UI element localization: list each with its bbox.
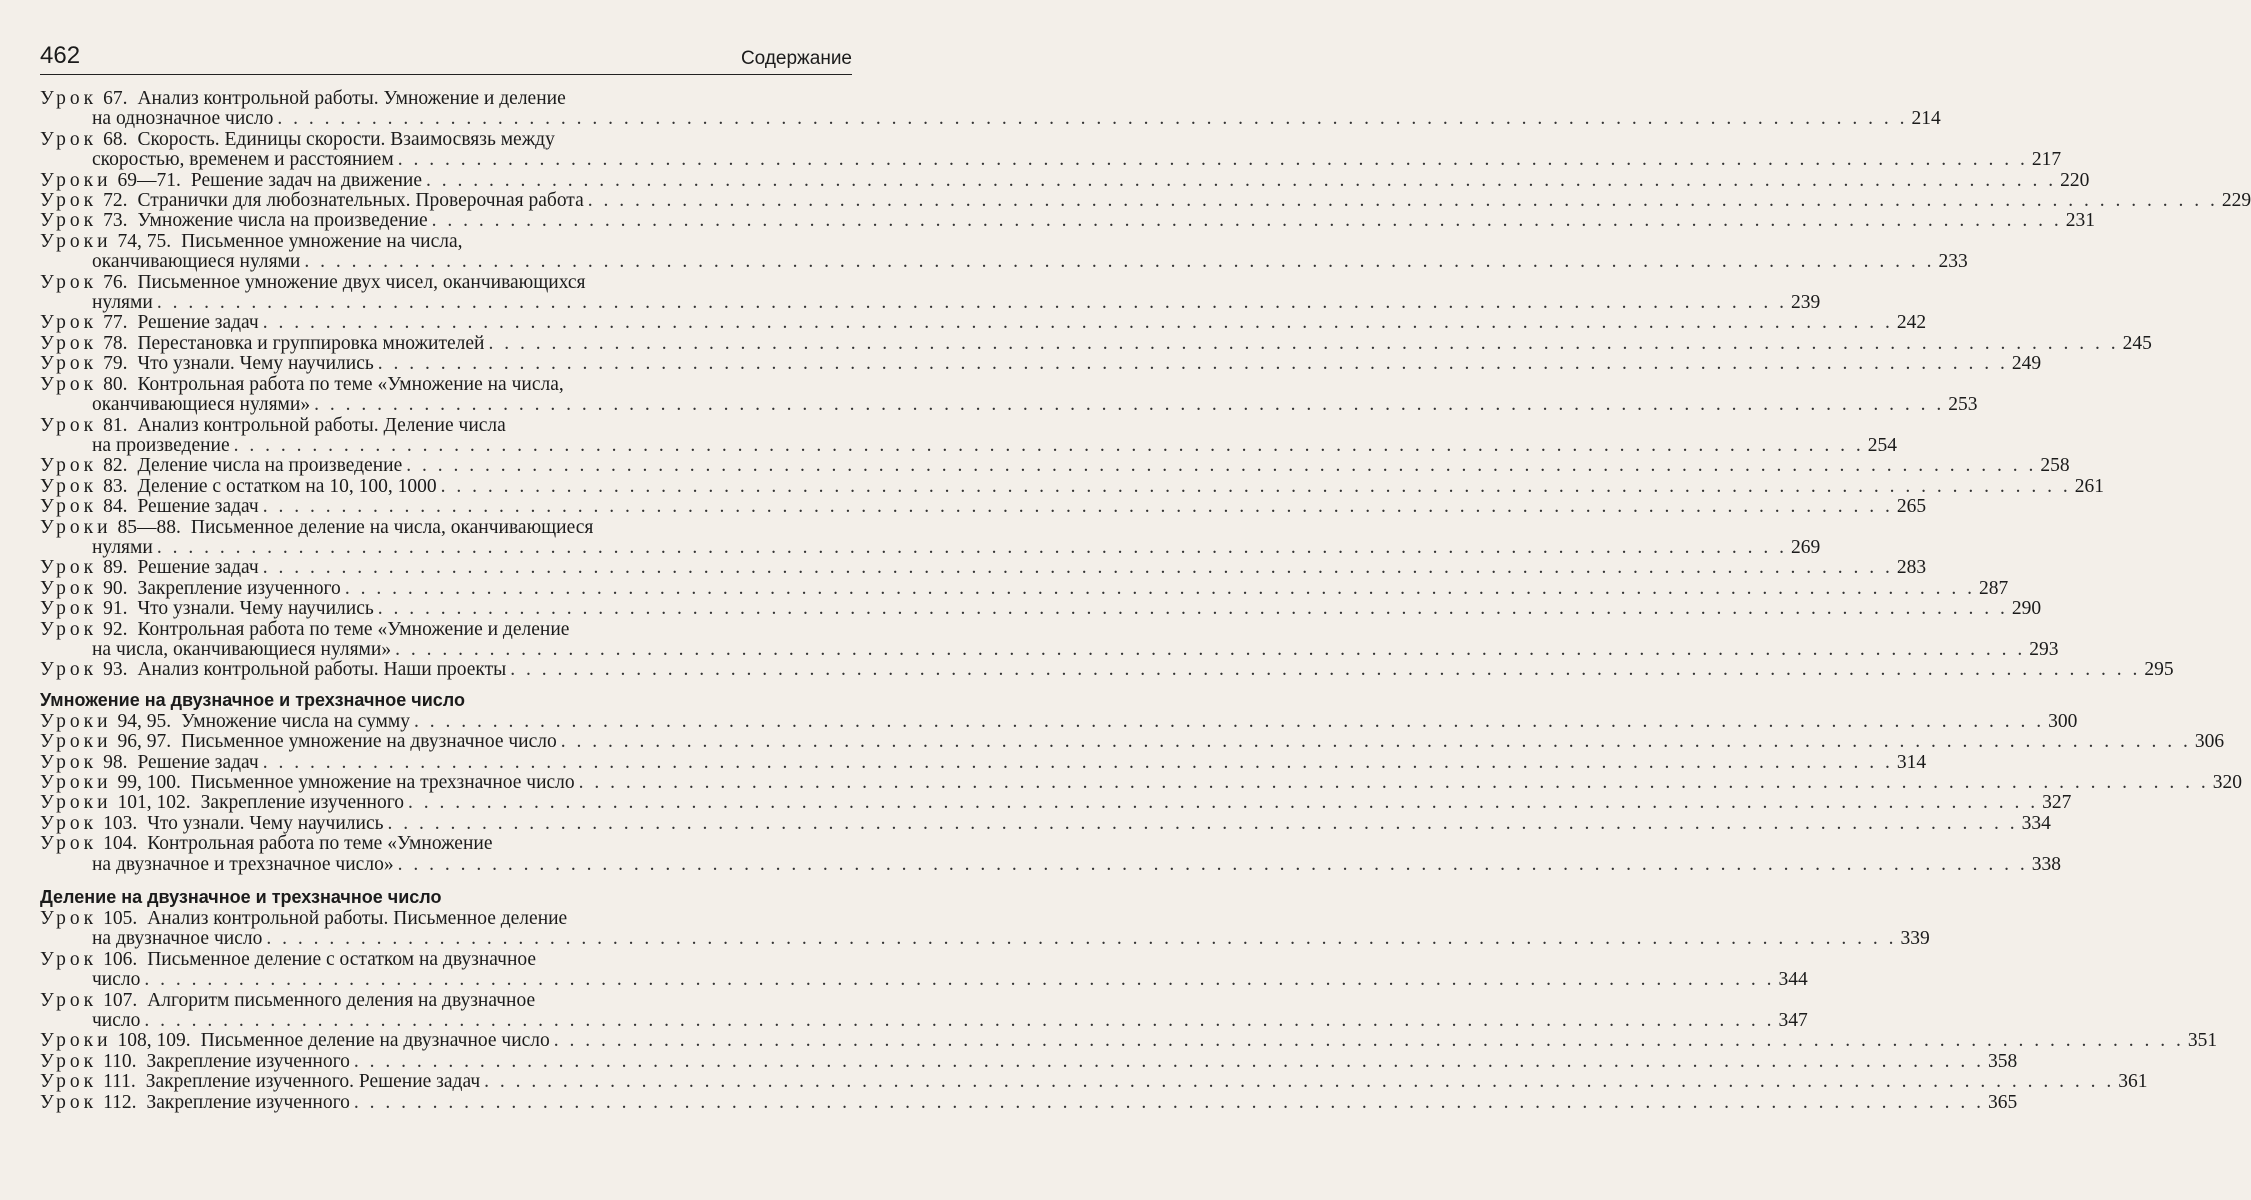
lesson-title: на двузначное и трехзначное число» <box>92 853 394 875</box>
lesson-number: 106. <box>103 948 138 970</box>
page-reference: 249 <box>2011 353 2042 375</box>
lesson-number: 99, 100. <box>117 772 181 793</box>
toc-entry[interactable] <box>40 731 2225 753</box>
dot-leader: . . . . . . . . . . . . . . . . . . . . . . . . . . . . . . . . . . . . . . . . . . . . . . . . . . . . . . . . . . . . . . . . . . . . . . . . . . . . . . . . . . . . . . . . . . . . . . . . . . . . . . . . <box>414 710 2045 732</box>
dot-leader: . . . . . . . . . . . . . . . . . . . . . . . . . . . . . . . . . . . . . . . . . . . . . . . . . . . . . . . . . . . . . . . . . . . . . . . . . . . . . . . . . . . . . . . . . . . . . . . . . . . . . . . . <box>387 812 2018 834</box>
dot-leader: . . . . . . . . . . . . . . . . . . . . . . . . . . . . . . . . . . . . . . . . . . . . . . . . . . . . . . . . . . . . . . . . . . . . . . . . . . . . . . . . . . . . . . . . . . . . . . . . . . . . . . . . <box>440 475 2071 497</box>
dot-leader: . . . . . . . . . . . . . . . . . . . . . . . . . . . . . . . . . . . . . . . . . . . . . . . . . . . . . . . . . . . . . . . . . . . . . . . . . . . . . . . . . . . . . . . . . . . . . . . . . . . . . . . . <box>488 332 2119 354</box>
lesson-keyword: Уроки <box>40 169 112 191</box>
dot-leader: . . . . . . . . . . . . . . . . . . . . . . . . . . . . . . . . . . . . . . . . . . . . . . . . . . . . . . . . . . . . . . . . . . . . . . . . . . . . . . . . . . . . . . . . . . . . . . . . . . . . . . . . <box>377 598 2008 620</box>
lesson-number: 101, 102. <box>117 792 191 814</box>
dot-leader: . . . . . . . . . . . . . . . . . . . . . . . . . . . . . . . . . . . . . . . . . . . . . . . . . . . . . . . . . . . . . . . . . . . . . . . . . . . . . . . . . . . . . . . . . . . . . . . . . . . . . . . . <box>277 108 1908 130</box>
lesson-number: 67. <box>103 88 128 109</box>
lesson-number: 111. <box>103 1071 136 1093</box>
lesson-title: Контрольная работа по теме «Умножение <box>147 833 493 855</box>
lesson-number: 72. <box>103 190 128 212</box>
lesson-title: нулями <box>92 292 153 314</box>
page-reference: 265 <box>1896 496 1927 518</box>
lesson-title: Контрольная работа по теме «Умножение и деление <box>137 618 570 640</box>
page-reference: 351 <box>2187 1030 2218 1052</box>
lesson-number: 94, 95. <box>117 710 172 732</box>
page-header <box>40 44 852 75</box>
toc-entry[interactable] <box>40 455 2070 477</box>
lesson-keyword: Урок <box>40 128 98 150</box>
lesson-number: 105. <box>103 908 138 930</box>
toc-entry[interactable] <box>40 210 2096 232</box>
table-of-contents <box>40 88 2251 1113</box>
lesson-number: 69—71. <box>117 169 181 191</box>
lesson-title: Решение задач <box>137 557 259 579</box>
page-reference: 287 <box>1978 577 2009 599</box>
dot-leader: . . . . . . . . . . . . . . . . . . . . . . . . . . . . . . . . . . . . . . . . . . . . . . . . . . . . . . . . . . . . . . . . . . . . . . . . . . . . . . . . . . . . . . . . . . . . . . . . . . . . . . . . <box>262 751 1893 773</box>
lesson-number: 91. <box>103 598 128 620</box>
dot-leader: . . . . . . . . . . . . . . . . . . . . . . . . . . . . . . . . . . . . . . . . . . . . . . . . . . . . . . . . . . . . . . . . . . . . . . . . . . . . . . . . . . . . . . . . . . . . . . . . . . . . . . . . <box>266 928 1897 950</box>
lesson-number: 96, 97. <box>117 731 172 753</box>
page-reference: 344 <box>1778 969 1808 991</box>
dot-leader: . . . . . . . . . . . . . . . . . . . . . . . . . . . . . . . . . . . . . . . . . . . . . . . . . . . . . . . . . . . . . . . . . . . . . . . . . . . . . . . . . . . . . . . . . . . . . . . . . . . . . . . . <box>344 577 1975 599</box>
dot-leader: . . . . . . . . . . . . . . . . . . . . . . . . . . . . . . . . . . . . . . . . . . . . . . . . . . . . . . . . . . . . . . . . . . . . . . . . . . . . . . . . . . . . . . . . . . . . . . . . . . . . . . . . <box>304 251 1935 273</box>
toc-entry[interactable] <box>40 1091 2018 1113</box>
lesson-title: Закрепление изученного <box>200 792 404 814</box>
page-reference: 338 <box>2031 853 2061 875</box>
lesson-keyword: Урок <box>40 751 98 773</box>
toc-entry[interactable] <box>40 772 2243 793</box>
lesson-keyword: Урок <box>40 833 98 855</box>
lesson-keyword: Урок <box>40 210 98 232</box>
lesson-title: на произведение <box>92 434 230 456</box>
lesson-title: на двузначное число <box>92 928 263 950</box>
toc-entry[interactable] <box>40 1050 2018 1072</box>
lesson-number: 98. <box>103 751 128 773</box>
lesson-title: Решение задач <box>137 312 259 334</box>
lesson-title: Решение задач на движение <box>190 169 422 191</box>
toc-entry[interactable] <box>40 618 2059 661</box>
dot-leader: . . . . . . . . . . . . . . . . . . . . . . . . . . . . . . . . . . . . . . . . . . . . . . . . . . . . . . . . . . . . . . . . . . . . . . . . . . . . . . . . . . . . . . . . . . . . . . . . . . . . . . . . <box>553 1030 2184 1052</box>
lesson-keyword: Уроки <box>40 516 112 538</box>
lesson-keyword: Урок <box>40 948 98 970</box>
lesson-keyword: Урок <box>40 908 98 930</box>
lesson-title: Перестановка и группировка множителей <box>137 332 485 354</box>
dot-leader: . . . . . . . . . . . . . . . . . . . . . . . . . . . . . . . . . . . . . . . . . . . . . . . . . . . . . . . . . . . . . . . . . . . . . . . . . . . . . . . . . . . . . . . . . . . . . . . . . . . . . . . . <box>353 1050 1984 1072</box>
page-reference: 229 <box>2221 190 2251 212</box>
lesson-number: 90. <box>103 577 128 599</box>
lesson-title: Деление с остатком на 10, 100, 1000 <box>137 475 437 497</box>
page-number: 462 <box>40 42 81 69</box>
section-heading: Умножение на двузначное и трехзначное число <box>40 689 465 710</box>
dot-leader: . . . . . . . . . . . . . . . . . . . . . . . . . . . . . . . . . . . . . . . . . . . . . . . . . . . . . . . . . . . . . . . . . . . . . . . . . . . . . . . . . . . . . . . . . . . . . . . . . . . . . . . . <box>314 394 1945 416</box>
lesson-number: 107. <box>103 989 138 1011</box>
dot-leader: . . . . . . . . . . . . . . . . . . . . . . . . . . . . . . . . . . . . . . . . . . . . . . . . . . . . . . . . . . . . . . . . . . . . . . . . . . . . . . . . . . . . . . . . . . . . . . . . . . . . . . . . <box>408 792 2039 814</box>
lesson-number: 77. <box>103 312 128 334</box>
dot-leader: . . . . . . . . . . . . . . . . . . . . . . . . . . . . . . . . . . . . . . . . . . . . . . . . . . . . . . . . . . . . . . . . . . . . . . . . . . . . . . . . . . . . . . . . . . . . . . . . . . . . . . . . <box>397 853 2028 875</box>
lesson-number: 74, 75. <box>117 230 172 252</box>
toc-entry[interactable] <box>40 332 2152 354</box>
lesson-title: Письменное деление на двузначное число <box>200 1030 550 1052</box>
lesson-keyword: Урок <box>40 1071 98 1093</box>
dot-leader: . . . . . . . . . . . . . . . . . . . . . . . . . . . . . . . . . . . . . . . . . . . . . . . . . . . . . . . . . . . . . . . . . . . . . . . . . . . . . . . . . . . . . . . . . . . . . . . . . . . . . . . . <box>510 659 2141 681</box>
page-reference: 320 <box>2212 772 2243 793</box>
dot-leader: . . . . . . . . . . . . . . . . . . . . . . . . . . . . . . . . . . . . . . . . . . . . . . . . . . . . . . . . . . . . . . . . . . . . . . . . . . . . . . . . . . . . . . . . . . . . . . . . . . . . . . . . <box>484 1071 2115 1093</box>
lesson-title: Контрольная работа по теме «Умножение на числа, <box>137 373 564 395</box>
lesson-title: Странички для любознательных. Проверочная работа <box>137 190 584 212</box>
dot-leader: . . . . . . . . . . . . . . . . . . . . . . . . . . . . . . . . . . . . . . . . . . . . . . . . . . . . . . . . . . . . . . . . . . . . . . . . . . . . . . . . . . . . . . . . . . . . . . . . . . . . . . . . <box>431 210 2062 232</box>
dot-leader: . . . . . . . . . . . . . . . . . . . . . . . . . . . . . . . . . . . . . . . . . . . . . . . . . . . . . . . . . . . . . . . . . . . . . . . . . . . . . . . . . . . . . . . . . . . . . . . . . . . . . . . . <box>262 496 1893 518</box>
page-reference: 258 <box>2040 455 2070 477</box>
toc-entry[interactable] <box>40 598 2042 620</box>
toc-entry[interactable] <box>40 659 2174 681</box>
lesson-keyword: Урок <box>40 455 98 477</box>
lesson-title: Анализ контрольной работы. Письменное деление <box>147 908 568 930</box>
dot-leader: . . . . . . . . . . . . . . . . . . . . . . . . . . . . . . . . . . . . . . . . . . . . . . . . . . . . . . . . . . . . . . . . . . . . . . . . . . . . . . . . . . . . . . . . . . . . . . . . . . . . . . . . <box>578 772 2209 793</box>
lesson-title: Решение задач <box>137 496 259 518</box>
page-reference: 290 <box>2011 598 2042 620</box>
toc-entry[interactable] <box>40 792 2072 814</box>
toc-entry[interactable] <box>40 812 2051 834</box>
running-title: Содержание <box>740 48 852 69</box>
lesson-keyword: Урок <box>40 88 98 109</box>
page-reference: 254 <box>1867 434 1898 456</box>
lesson-title: Деление числа на произведение <box>137 455 403 477</box>
lesson-keyword: Урок <box>40 1050 98 1072</box>
lesson-keyword: Уроки <box>40 710 112 732</box>
lesson-title: Анализ контрольной работы. Наши проекты <box>137 659 507 681</box>
lesson-title: нулями <box>92 536 153 558</box>
toc-entry[interactable] <box>40 169 2090 191</box>
lesson-number: 82. <box>103 455 128 477</box>
lesson-number: 73. <box>103 210 128 232</box>
lesson-title: скоростью, временем и расстоянием <box>92 149 394 171</box>
lesson-number: 104. <box>103 833 138 855</box>
toc-entry[interactable] <box>40 88 1941 130</box>
dot-leader: . . . . . . . . . . . . . . . . . . . . . . . . . . . . . . . . . . . . . . . . . . . . . . . . . . . . . . . . . . . . . . . . . . . . . . . . . . . . . . . . . . . . . . . . . . . . . . . . . . . . . . . . <box>377 353 2008 375</box>
lesson-title: Умножение числа на сумму <box>181 710 410 732</box>
lesson-title: Умножение числа на произведение <box>137 210 428 232</box>
page-reference: 283 <box>1896 557 1927 579</box>
lesson-keyword: Урок <box>40 373 98 395</box>
lesson-number: 93. <box>103 659 128 681</box>
lesson-number: 85—88. <box>117 516 181 538</box>
dot-leader: . . . . . . . . . . . . . . . . . . . . . . . . . . . . . . . . . . . . . . . . . . . . . . . . . . . . . . . . . . . . . . . . . . . . . . . . . . . . . . . . . . . . . . . . . . . . . . . . . . . . . . . . <box>144 1010 1775 1032</box>
toc-entry[interactable] <box>40 1071 2148 1093</box>
lesson-title: Что узнали. Чему научились <box>137 598 374 620</box>
lesson-title: Что узнали. Чему научились <box>147 812 384 834</box>
lesson-keyword: Урок <box>40 557 98 579</box>
dot-leader: . . . . . . . . . . . . . . . . . . . . . . . . . . . . . . . . . . . . . . . . . . . . . . . . . . . . . . . . . . . . . . . . . . . . . . . . . . . . . . . . . . . . . . . . . . . . . . . . . . . . . . . . <box>233 434 1864 456</box>
toc-entry[interactable] <box>40 190 2251 212</box>
page-reference: 327 <box>2042 792 2072 814</box>
toc-entry[interactable] <box>40 710 2078 732</box>
page-reference: 245 <box>2122 332 2152 354</box>
lesson-keyword: Уроки <box>40 772 112 793</box>
lesson-keyword: Урок <box>40 989 98 1011</box>
toc-entry[interactable] <box>40 128 2062 171</box>
dot-leader: . . . . . . . . . . . . . . . . . . . . . . . . . . . . . . . . . . . . . . . . . . . . . . . . . . . . . . . . . . . . . . . . . . . . . . . . . . . . . . . . . . . . . . . . . . . . . . . . . . . . . . . . <box>587 190 2218 212</box>
lesson-keyword: Урок <box>40 332 98 354</box>
toc-entry[interactable] <box>40 271 1821 314</box>
toc-entry[interactable] <box>40 516 1821 559</box>
page-reference: 339 <box>1900 928 1930 950</box>
lesson-number: 103. <box>103 812 138 834</box>
dot-leader: . . . . . . . . . . . . . . . . . . . . . . . . . . . . . . . . . . . . . . . . . . . . . . . . . . . . . . . . . . . . . . . . . . . . . . . . . . . . . . . . . . . . . . . . . . . . . . . . . . . . . . . . <box>262 312 1893 334</box>
dot-leader: . . . . . . . . . . . . . . . . . . . . . . . . . . . . . . . . . . . . . . . . . . . . . . . . . . . . . . . . . . . . . . . . . . . . . . . . . . . . . . . . . . . . . . . . . . . . . . . . . . . . . . . . <box>406 455 2037 477</box>
toc-entry[interactable] <box>40 833 2061 875</box>
toc-entry[interactable] <box>40 577 2009 599</box>
lesson-number: 80. <box>103 373 128 395</box>
lesson-keyword: Урок <box>40 271 98 293</box>
lesson-keyword: Урок <box>40 618 98 640</box>
dot-leader: . . . . . . . . . . . . . . . . . . . . . . . . . . . . . . . . . . . . . . . . . . . . . . . . . . . . . . . . . . . . . . . . . . . . . . . . . . . . . . . . . . . . . . . . . . . . . . . . . . . . . . . . <box>425 169 2057 191</box>
page-reference: 295 <box>2144 659 2174 681</box>
lesson-title: Письменное умножение на трехзначное число <box>190 772 575 793</box>
page-reference: 242 <box>1896 312 1927 334</box>
toc-entry[interactable] <box>40 496 1927 518</box>
lesson-title: на однозначное число <box>92 108 274 130</box>
lesson-number: 79. <box>103 353 128 375</box>
lesson-number: 78. <box>103 332 128 354</box>
lesson-number: 76. <box>103 271 128 293</box>
lesson-title: Письменное деление с остатком на двузначное <box>147 948 537 970</box>
lesson-title: Анализ контрольной работы. Умножение и деление <box>137 88 566 109</box>
lesson-title: Решение задач <box>137 751 259 773</box>
page-reference: 347 <box>1778 1010 1808 1032</box>
lesson-keyword: Уроки <box>40 1030 112 1052</box>
lesson-title: оканчивающиеся нулями <box>92 251 301 273</box>
dot-leader: . . . . . . . . . . . . . . . . . . . . . . . . . . . . . . . . . . . . . . . . . . . . . . . . . . . . . . . . . . . . . . . . . . . . . . . . . . . . . . . . . . . . . . . . . . . . . . . . . . . . . . . . <box>156 536 1787 558</box>
lesson-title: Анализ контрольной работы. Деление числа <box>137 414 506 436</box>
page-reference: 220 <box>2060 169 2090 191</box>
toc-entry[interactable] <box>40 557 1927 579</box>
dot-leader: . . . . . . . . . . . . . . . . . . . . . . . . . . . . . . . . . . . . . . . . . . . . . . . . . . . . . . . . . . . . . . . . . . . . . . . . . . . . . . . . . . . . . . . . . . . . . . . . . . . . . . . . <box>156 292 1787 314</box>
page-reference: 231 <box>2065 210 2096 232</box>
lesson-title: на числа, оканчивающиеся нулями» <box>92 638 392 660</box>
lesson-keyword: Уроки <box>40 731 112 753</box>
page-reference: 233 <box>1938 251 1968 273</box>
lesson-keyword: Урок <box>40 414 98 436</box>
page-reference: 261 <box>2074 475 2104 497</box>
lesson-number: 68. <box>103 128 128 150</box>
page-reference: 253 <box>1948 394 1978 416</box>
lesson-title: Закрепление изученного. Решение задач <box>145 1071 481 1093</box>
lesson-title: число <box>92 1010 141 1032</box>
lesson-keyword: Урок <box>40 190 98 212</box>
lesson-title: Письменное умножение на двузначное число <box>181 731 557 753</box>
lesson-number: 112. <box>103 1091 137 1113</box>
dot-leader: . . . . . . . . . . . . . . . . . . . . . . . . . . . . . . . . . . . . . . . . . . . . . . . . . . . . . . . . . . . . . . . . . . . . . . . . . . . . . . . . . . . . . . . . . . . . . . . . . . . . . . . . <box>353 1091 1984 1113</box>
section-heading: Деление на двузначное и трехзначное число <box>40 887 442 908</box>
lesson-keyword: Урок <box>40 812 98 834</box>
toc-entry[interactable] <box>40 989 1808 1032</box>
lesson-keyword: Урок <box>40 659 98 681</box>
page-reference: 314 <box>1896 751 1927 773</box>
page-reference: 361 <box>2118 1071 2148 1093</box>
lesson-number: 83. <box>103 475 128 497</box>
dot-leader: . . . . . . . . . . . . . . . . . . . . . . . . . . . . . . . . . . . . . . . . . . . . . . . . . . . . . . . . . . . . . . . . . . . . . . . . . . . . . . . . . . . . . . . . . . . . . . . . . . . . . . . . <box>262 557 1893 579</box>
lesson-title: Закрепление изученного <box>137 577 341 599</box>
lesson-title: Письменное умножение двух чисел, оканчивающихся <box>137 271 586 293</box>
lesson-keyword: Урок <box>40 496 98 518</box>
page-reference: 239 <box>1790 292 1821 314</box>
lesson-number: 108, 109. <box>117 1030 191 1052</box>
lesson-keyword: Урок <box>40 353 98 375</box>
lesson-title: оканчивающиеся нулями» <box>92 394 311 416</box>
page-reference: 293 <box>2029 638 2059 660</box>
lesson-keyword: Урок <box>40 577 98 599</box>
dot-leader: . . . . . . . . . . . . . . . . . . . . . . . . . . . . . . . . . . . . . . . . . . . . . . . . . . . . . . . . . . . . . . . . . . . . . . . . . . . . . . . . . . . . . . . . . . . . . . . . . . . . . . . . <box>395 638 2026 660</box>
lesson-title: Алгоритм письменного деления на двузначное <box>147 989 536 1011</box>
lesson-number: 110. <box>103 1050 137 1072</box>
toc-entry[interactable] <box>40 1030 2218 1052</box>
toc-entry[interactable] <box>40 353 2042 375</box>
lesson-keyword: Урок <box>40 598 98 620</box>
page-reference: 217 <box>2031 149 2062 171</box>
lesson-number: 89. <box>103 557 128 579</box>
lesson-title: Письменное умножение на числа, <box>181 230 463 252</box>
lesson-number: 81. <box>103 414 128 436</box>
lesson-title: Письменное деление на числа, оканчивающиеся <box>190 516 594 538</box>
lesson-title: Что узнали. Чему научились <box>137 353 374 375</box>
dot-leader: . . . . . . . . . . . . . . . . . . . . . . . . . . . . . . . . . . . . . . . . . . . . . . . . . . . . . . . . . . . . . . . . . . . . . . . . . . . . . . . . . . . . . . . . . . . . . . . . . . . . . . . . <box>560 731 2191 753</box>
toc-entry[interactable] <box>40 414 1898 457</box>
lesson-number: 92. <box>103 618 128 640</box>
toc-entry[interactable] <box>40 373 1978 416</box>
lesson-title: Закрепление изученного <box>146 1091 350 1113</box>
lesson-keyword: Урок <box>40 475 98 497</box>
lesson-number: 84. <box>103 496 128 518</box>
toc-entry[interactable] <box>40 312 1927 334</box>
lesson-keyword: Урок <box>40 312 98 334</box>
lesson-title: число <box>92 969 141 991</box>
lesson-title: Закрепление изученного <box>146 1050 350 1072</box>
page-reference: 214 <box>1911 108 1941 130</box>
toc-entry[interactable] <box>40 475 2104 497</box>
toc-entry[interactable] <box>40 908 1930 950</box>
page-reference: 300 <box>2048 710 2078 732</box>
toc-entry[interactable] <box>40 230 1968 273</box>
page-reference: 269 <box>1790 536 1821 558</box>
lesson-keyword: Урок <box>40 1091 98 1113</box>
lesson-keyword: Уроки <box>40 230 112 252</box>
toc-entry[interactable] <box>40 948 1808 991</box>
toc-entry[interactable] <box>40 751 1927 773</box>
lesson-keyword: Уроки <box>40 792 112 814</box>
dot-leader: . . . . . . . . . . . . . . . . . . . . . . . . . . . . . . . . . . . . . . . . . . . . . . . . . . . . . . . . . . . . . . . . . . . . . . . . . . . . . . . . . . . . . . . . . . . . . . . . . . . . . . . . <box>144 969 1775 991</box>
dot-leader: . . . . . . . . . . . . . . . . . . . . . . . . . . . . . . . . . . . . . . . . . . . . . . . . . . . . . . . . . . . . . . . . . . . . . . . . . . . . . . . . . . . . . . . . . . . . . . . . . . . . . . . . <box>397 149 2028 171</box>
page-reference: 306 <box>2194 731 2225 753</box>
page-reference: 358 <box>1987 1050 2018 1072</box>
lesson-title: Скорость. Единицы скорости. Взаимосвязь между <box>137 128 555 150</box>
page-reference: 365 <box>1987 1091 2018 1113</box>
page-reference: 334 <box>2021 812 2051 834</box>
